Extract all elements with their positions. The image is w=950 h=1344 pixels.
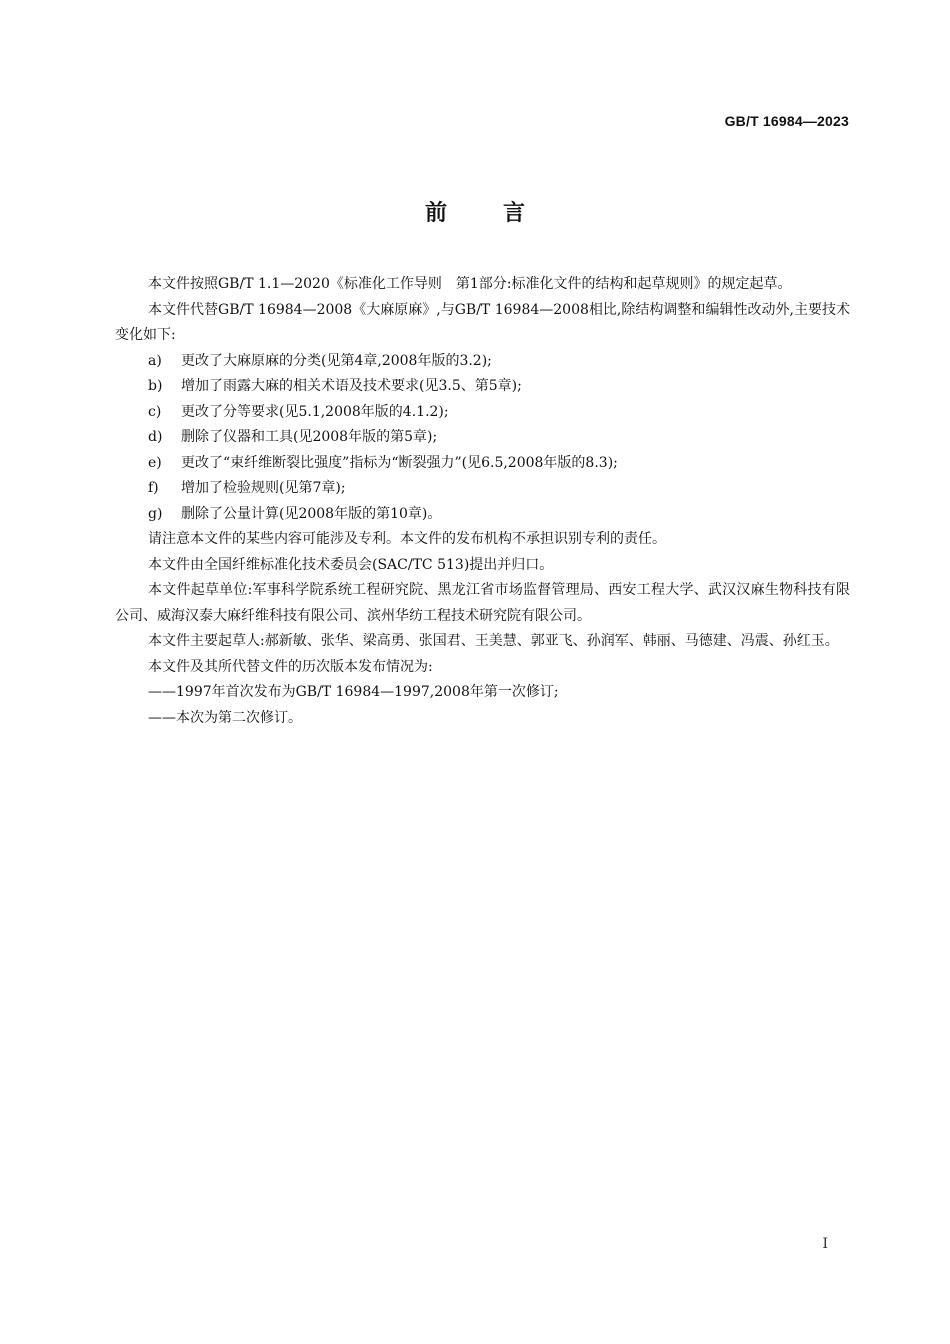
list-item (115, 400, 850, 426)
list-marker: f) (148, 480, 159, 496)
history-item: ——1997年首次发布为GB/T 16984—1997,2008年第一次修订; (148, 684, 559, 700)
changes-list (115, 349, 850, 528)
list-marker: c) (148, 403, 162, 420)
paragraph-drafting-basis: 本文件按照GB/T 1.1—2020《标准化工作导则 第1部分:标准化文件的结构和起草规则》的规定起草。 (148, 276, 792, 292)
standard-code: GB/T 16984—2023 (724, 113, 849, 129)
page-number: I (822, 1236, 828, 1252)
list-item-text: 更改了分等要求(见5.1,2008年版的4.1.2); (181, 403, 449, 420)
paragraph-proposed-by: 本文件由全国纤维标准化技术委员会(SAC/TC 513)提出并归口。 (148, 556, 554, 573)
list-item-text: 删除了公量计算(见2008年版的第10章)。 (181, 505, 442, 522)
paragraph-drafters: 本文件主要起草人:郝新敏、张华、梁高勇、张国君、王美慧、郭亚飞、孙润军、韩丽、马德建、冯震、孙红玉。 (148, 633, 839, 649)
list-item-text: 增加了雨露大麻的相关术语及技术要求(见3.5、第5章); (181, 378, 522, 394)
list-item-text: 更改了大麻原麻的分类(见第4章,2008年版的3.2); (181, 352, 492, 369)
list-item (115, 349, 850, 375)
history-item: ——本次为第二次修订。 (148, 709, 302, 726)
list-marker: a) (148, 352, 162, 369)
foreword-body (115, 272, 850, 731)
list-item-text: 删除了仪器和工具(见2008年版的第5章); (181, 429, 438, 445)
paragraph-patent-notice: 请注意本文件的某些内容可能涉及专利。本文件的发布机构不承担识别专利的责任。 (148, 531, 666, 547)
list-item (115, 374, 850, 400)
list-marker: e) (148, 454, 162, 471)
list-item-text: 更改了“束纤维断裂比强度”指标为“断裂强力”(见6.5,2008年版的8.3); (181, 454, 618, 471)
list-item (115, 425, 850, 451)
list-item-text: 增加了检验规则(见第7章); (181, 480, 346, 496)
page-title: 前言 (424, 201, 581, 226)
list-item (115, 451, 850, 477)
paragraph-replacement: 本文件代替GB/T 16984—2008《大麻原麻》,与GB/T 16984—2008相比,除结构调整和编辑性改动外,主要技术变化如下: (115, 301, 850, 343)
paragraph-history-intro: 本文件及其所代替文件的历次版本发布情况为: (148, 658, 433, 675)
list-marker: g) (148, 505, 163, 522)
paragraph-drafting-units: 本文件起草单位:军事科学院系统工程研究院、黑龙江省市场监督管理局、西安工程大学、武汉汉麻生物科技有限公司、威海汉泰大麻纤维科技有限公司、滨州华纺工程技术研究院有限公司。 (115, 582, 850, 624)
list-marker: d) (148, 429, 163, 445)
list-item (115, 476, 850, 502)
list-marker: b) (148, 378, 163, 394)
list-item (115, 502, 850, 528)
